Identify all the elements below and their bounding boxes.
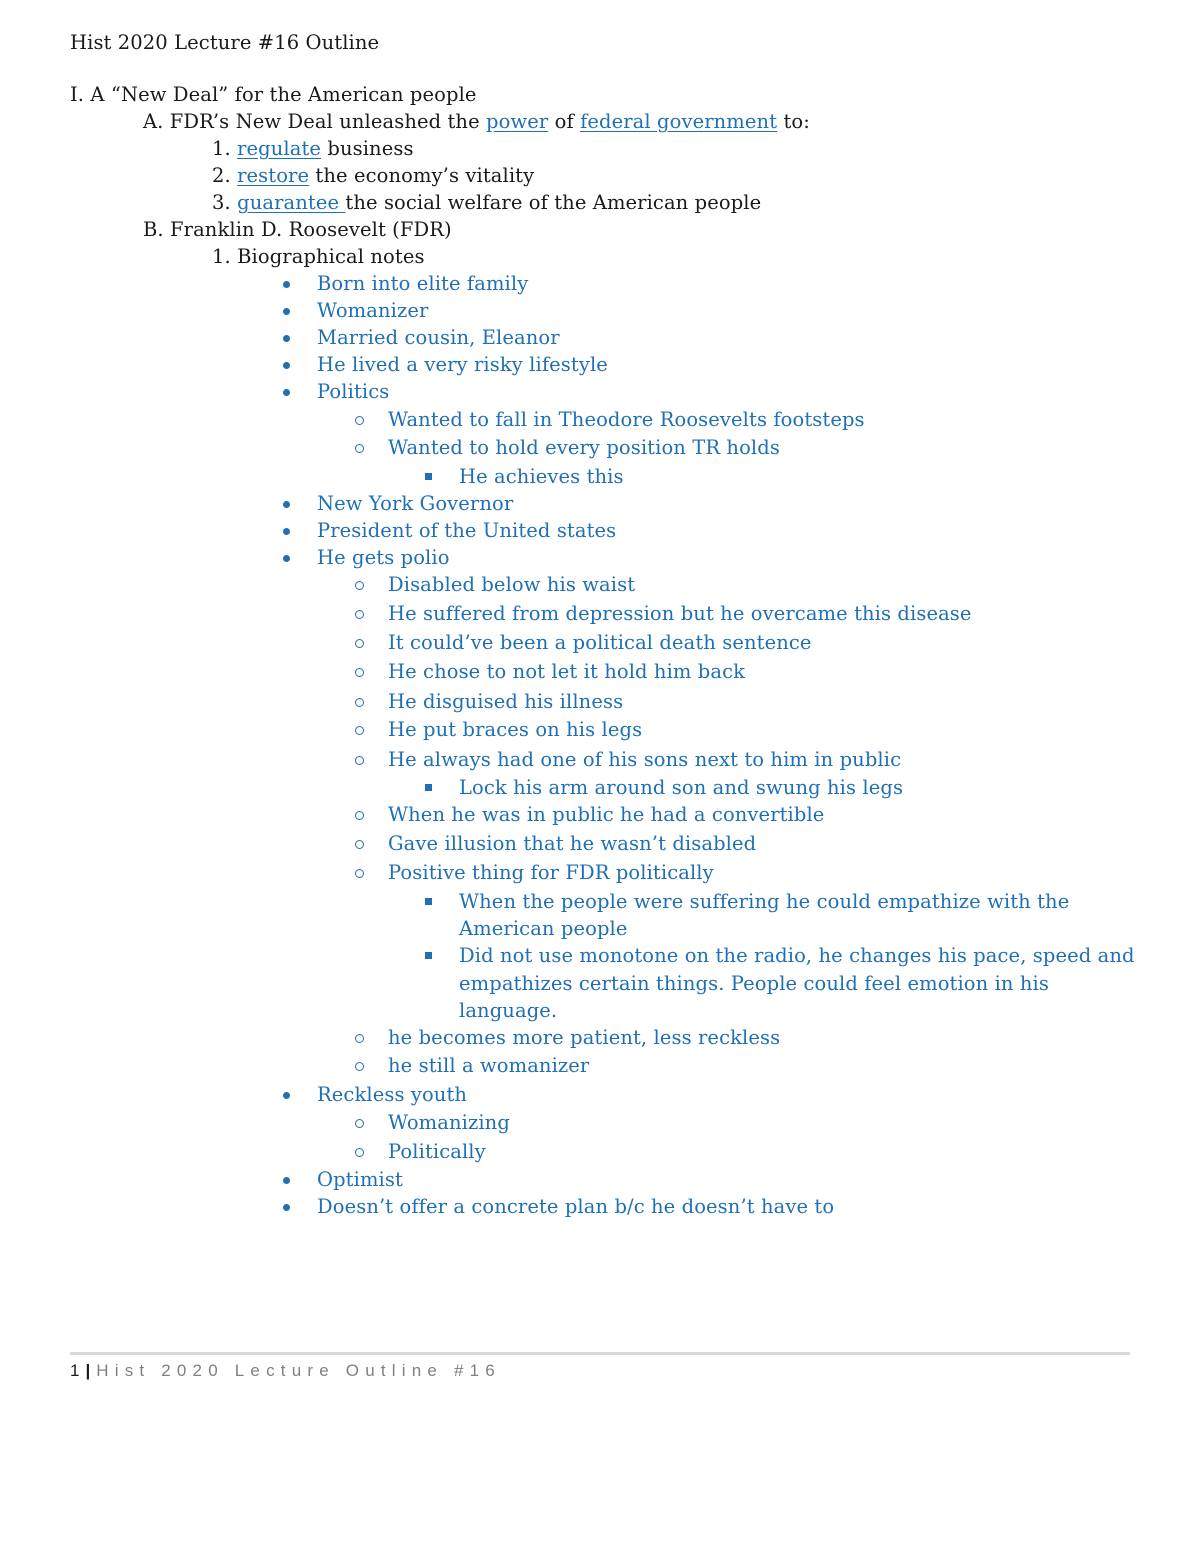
- a-item-1: [212, 137, 414, 161]
- note-president: President of the United states: [317, 519, 617, 542]
- item-number: 3.: [212, 191, 238, 214]
- link-restore[interactable]: restore: [237, 164, 310, 187]
- note-reckless-youth: Reckless youth: [317, 1083, 468, 1106]
- note-womanizer: Womanizer: [317, 299, 429, 322]
- note-braces: He put braces on his legs: [388, 718, 643, 741]
- bullet-dot-icon: [283, 308, 290, 315]
- bullet-circle-icon: [355, 1062, 364, 1071]
- a-item-3: [212, 191, 761, 215]
- bullet-dot-icon: [283, 362, 290, 369]
- note-empathize-line2: American people: [459, 917, 628, 940]
- section-a-heading: [143, 110, 810, 134]
- note-every-position: Wanted to hold every position TR holds: [388, 436, 780, 459]
- bullet-dot-icon: [283, 1092, 290, 1099]
- bullet-square-icon: [425, 898, 432, 905]
- section-a-pre: A. FDR’s New Deal unleashed the: [143, 110, 487, 133]
- bullet-circle-icon: [355, 581, 364, 590]
- link-power[interactable]: power: [486, 110, 549, 133]
- link-regulate[interactable]: regulate: [237, 137, 322, 160]
- bullet-circle-icon: [355, 1034, 364, 1043]
- note-concrete-plan: Doesn’t offer a concrete plan b/c he doesn’t have to: [317, 1195, 835, 1218]
- item-text: the economy’s vitality: [309, 164, 535, 187]
- bullet-square-icon: [425, 784, 432, 791]
- note-optimist: Optimist: [317, 1168, 403, 1191]
- bullet-circle-icon: [355, 610, 364, 619]
- biographical-notes-heading: 1. Biographical notes: [212, 245, 425, 268]
- bullet-circle-icon: [355, 726, 364, 735]
- bullet-circle-icon: [355, 811, 364, 820]
- bullet-circle-icon: [355, 869, 364, 878]
- bullet-dot-icon: [283, 555, 290, 562]
- note-sons: He always had one of his sons next to him in public: [388, 748, 902, 771]
- bullet-square-icon: [425, 952, 432, 959]
- section-a-mid: of: [548, 110, 581, 133]
- note-still-womanizer: he still a womanizer: [388, 1054, 590, 1077]
- item-text: business: [321, 137, 414, 160]
- page-footer: [70, 1360, 501, 1382]
- item-number: 1.: [212, 137, 238, 160]
- bullet-square-icon: [425, 473, 432, 480]
- bullet-circle-icon: [355, 639, 364, 648]
- footer-separator: |: [85, 1361, 91, 1380]
- bullet-dot-icon: [283, 281, 290, 288]
- note-politically: Politically: [388, 1140, 486, 1163]
- document-title: Hist 2020 Lecture #16 Outline: [70, 31, 380, 54]
- note-married-cousin: Married cousin, Eleanor: [317, 326, 560, 349]
- note-hold-back: He chose to not let it hold him back: [388, 660, 746, 683]
- note-depression: He suffered from depression but he overcame this disease: [388, 602, 972, 625]
- note-politics: Politics: [317, 380, 390, 403]
- note-radio-line3: language.: [459, 999, 558, 1022]
- footer-divider: [70, 1352, 1130, 1355]
- bullet-circle-icon: [355, 840, 364, 849]
- footer-page-number: 1: [70, 1361, 80, 1380]
- note-ny-governor: New York Governor: [317, 492, 514, 515]
- bullet-circle-icon: [355, 416, 364, 425]
- bullet-circle-icon: [355, 1148, 364, 1157]
- note-positive-thing: Positive thing for FDR politically: [388, 861, 714, 884]
- section-i-heading: I. A “New Deal” for the American people: [70, 83, 477, 106]
- section-a-post: to:: [777, 110, 810, 133]
- note-womanizing: Womanizing: [388, 1111, 510, 1134]
- item-text: the social welfare of the American people: [345, 191, 762, 214]
- bullet-dot-icon: [283, 389, 290, 396]
- bullet-dot-icon: [283, 335, 290, 342]
- section-b-heading: B. Franklin D. Roosevelt (FDR): [143, 218, 452, 241]
- note-risky-lifestyle: He lived a very risky lifestyle: [317, 353, 608, 376]
- bullet-circle-icon: [355, 668, 364, 677]
- bullet-circle-icon: [355, 444, 364, 453]
- note-illusion: Gave illusion that he wasn’t disabled: [388, 832, 757, 855]
- link-federal-government[interactable]: federal government: [580, 110, 778, 133]
- note-lock-arm: Lock his arm around son and swung his legs: [459, 776, 904, 799]
- note-elite-family: Born into elite family: [317, 272, 529, 295]
- bullet-dot-icon: [283, 1204, 290, 1211]
- bullet-dot-icon: [283, 528, 290, 535]
- note-patient: he becomes more patient, less reckless: [388, 1026, 781, 1049]
- bullet-dot-icon: [283, 1177, 290, 1184]
- bullet-circle-icon: [355, 756, 364, 765]
- note-empathize-line1: When the people were suffering he could empathize with the: [459, 890, 1070, 913]
- note-death-sentence: It could’ve been a political death sentence: [388, 631, 812, 654]
- a-item-2: [212, 164, 534, 188]
- note-polio: He gets polio: [317, 546, 450, 569]
- note-achieves-this: He achieves this: [459, 465, 624, 488]
- item-number: 2.: [212, 164, 238, 187]
- bullet-circle-icon: [355, 698, 364, 707]
- note-disabled-waist: Disabled below his waist: [388, 573, 636, 596]
- bullet-circle-icon: [355, 1119, 364, 1128]
- footer-title: Hist 2020 Lecture Outline #16: [96, 1361, 501, 1380]
- link-guarantee[interactable]: guarantee: [237, 191, 346, 214]
- note-radio-line2: empathizes certain things. People could feel emotion in his: [459, 972, 1049, 995]
- note-tr-footsteps: Wanted to fall in Theodore Roosevelts footsteps: [388, 408, 865, 431]
- note-convertible: When he was in public he had a convertible: [388, 803, 825, 826]
- note-disguised: He disguised his illness: [388, 690, 624, 713]
- bullet-dot-icon: [283, 501, 290, 508]
- note-radio-line1: Did not use monotone on the radio, he changes his pace, speed and: [459, 944, 1135, 967]
